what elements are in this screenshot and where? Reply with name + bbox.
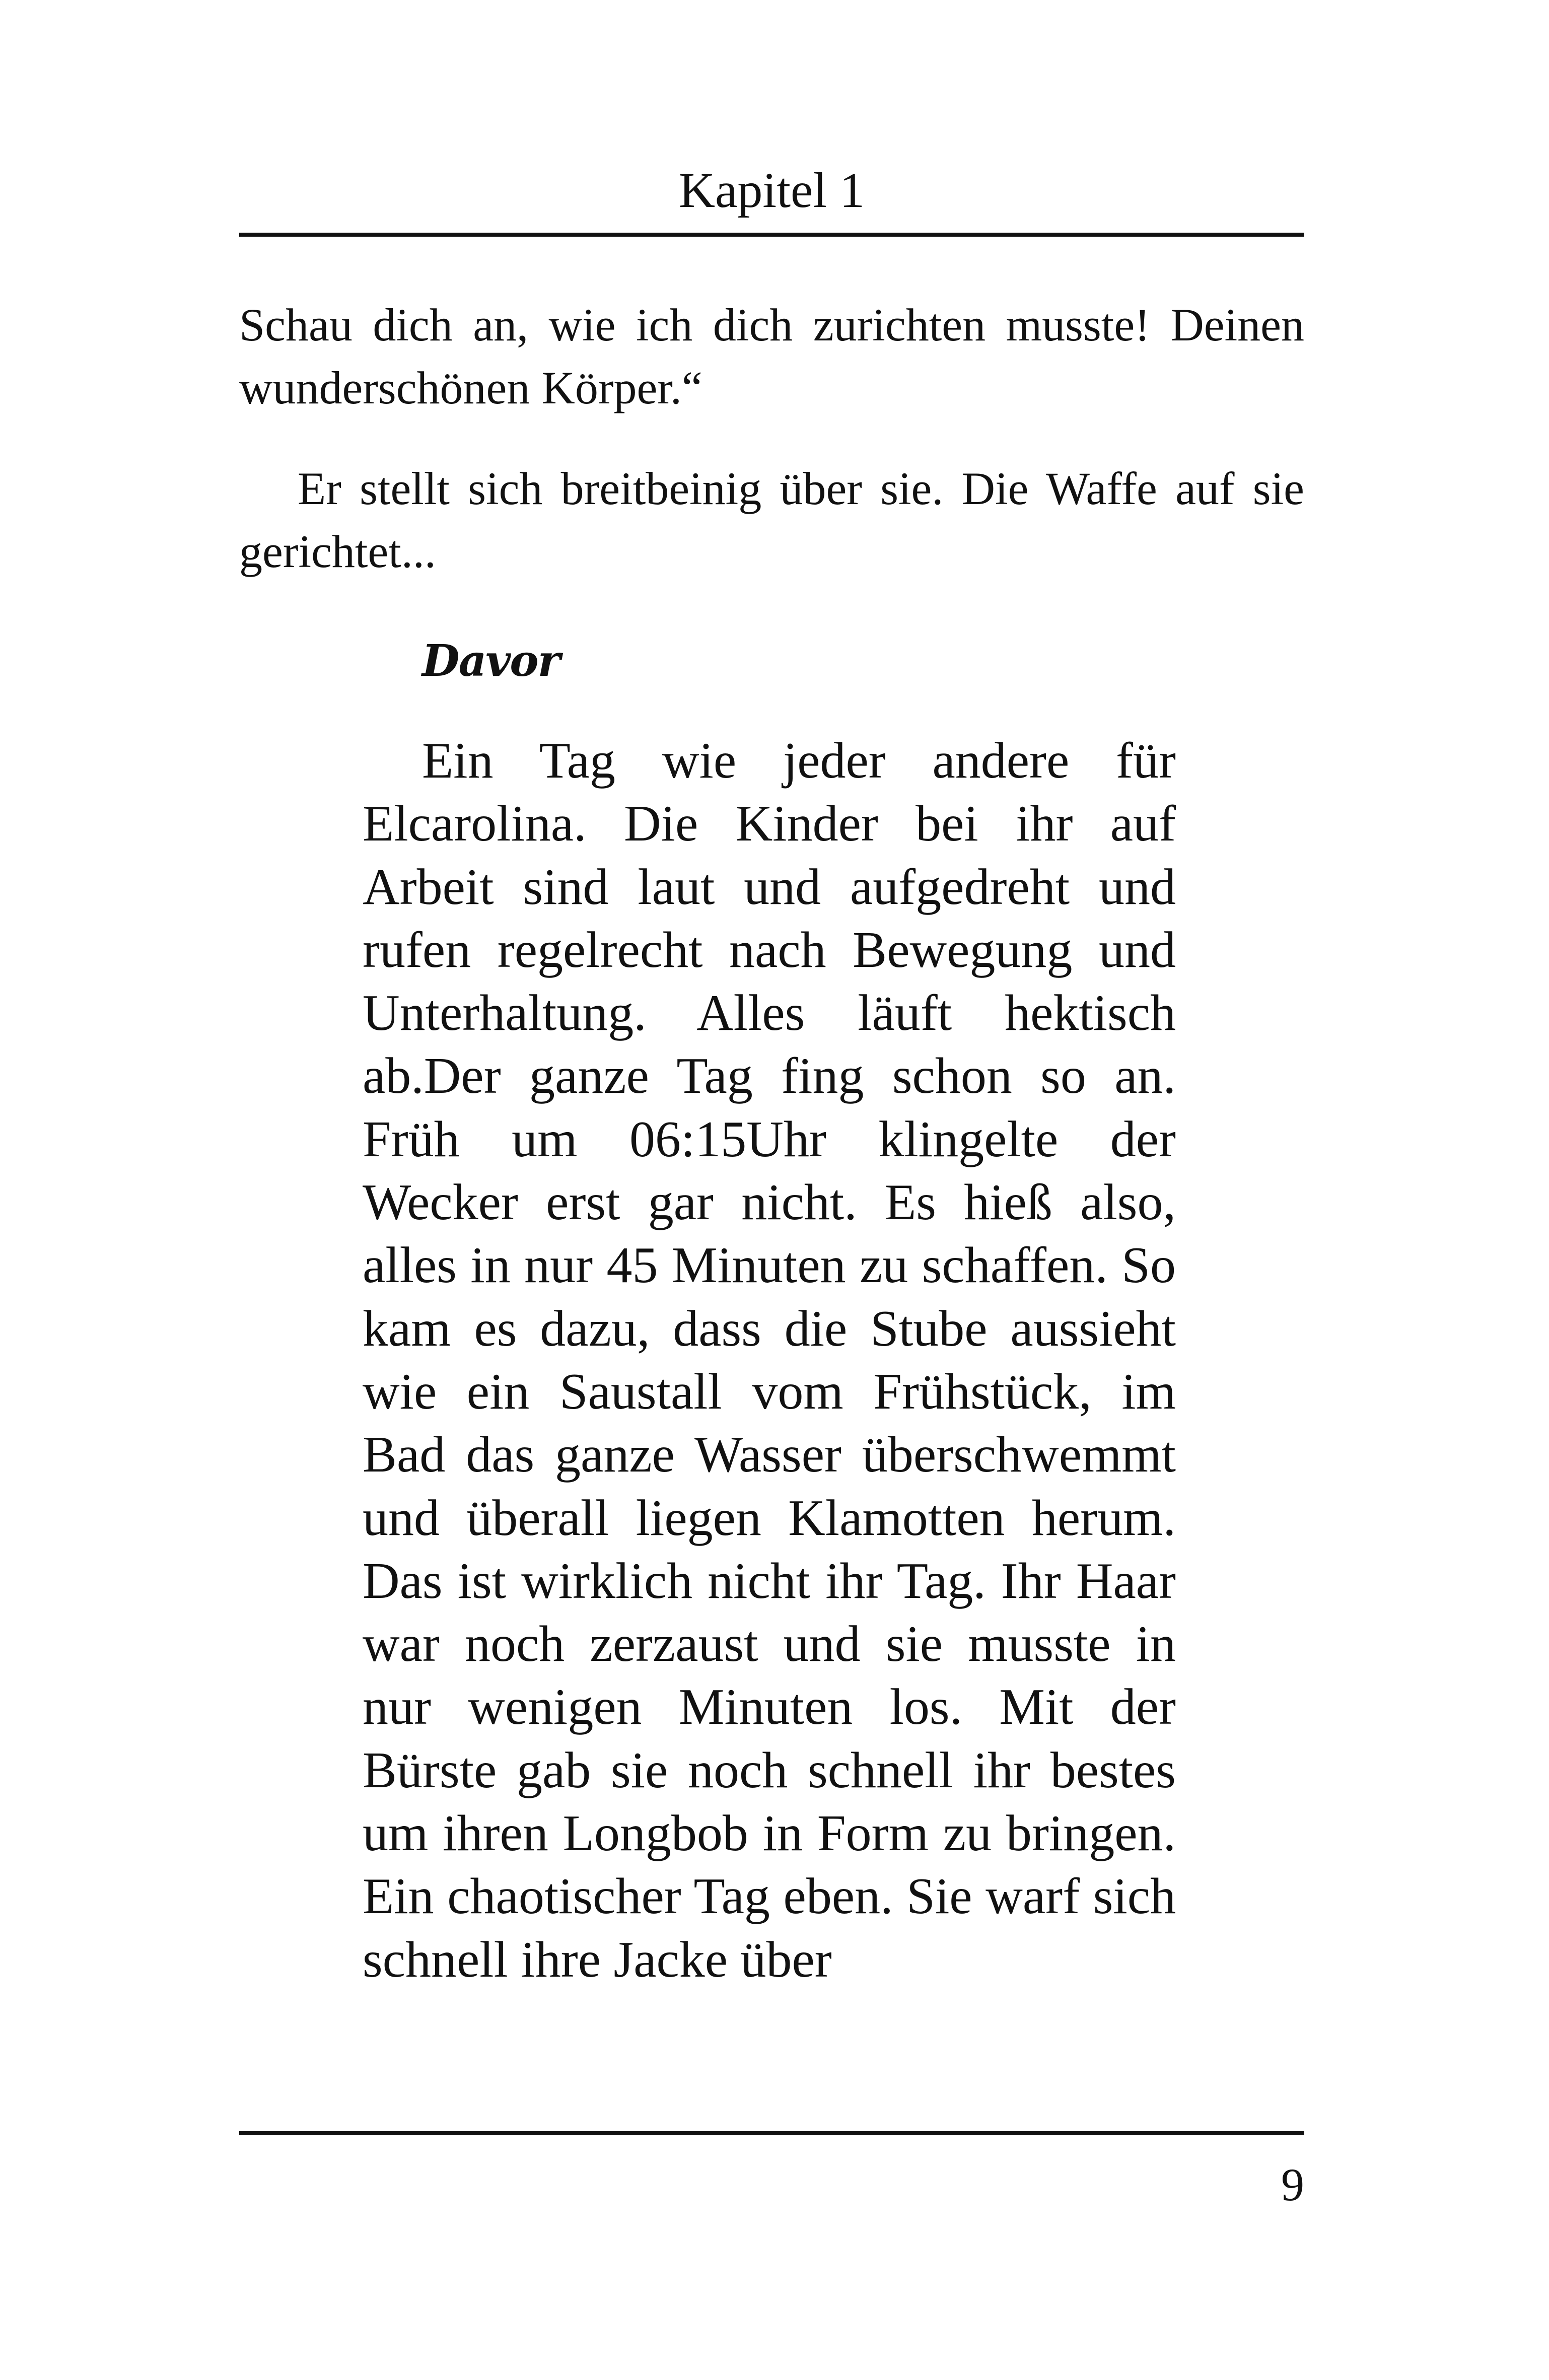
body-paragraph-1: Schau dich an, wie ich dich zurichten musste! Deinen wunderschönen Körper.“ [239, 299, 1304, 413]
body-paragraph-3: Ein Tag wie jeder andere für Elcarolina. Die Kinder bei ihr auf Arbeit sind laut und aufgedreht und rufen regelrecht nach Bewegung und Unterhaltung. Alles läuft hektisch ab.Der ganze Tag fing schon so an. Früh um 06:15Uhr klingelte der Wecker erst gar nicht. Es hieß also, alles in nur 45 Minuten zu schaffen. So kam es dazu, dass die Stube aussieht wie ein Saustall vom Frühstück, im Bad das ganze Wasser überschwemmt und überall liegen Klamotten herum. Das ist wirklich nicht ihr Tag. Ihr Haar war noch zerzaust und sie musste in nur wenigen Minuten los. Mit der Bürste gab sie noch schnell ihr bestes um ihren Longbob in Form zu bringen. Ein chaotischer Tag eben. Sie warf sich schnell ihre Jacke über [363, 732, 1176, 1988]
header-rule [239, 233, 1304, 237]
chapter-header: Kapitel 1 [678, 162, 865, 218]
footer-rule [239, 2131, 1304, 2135]
page-number: 9 [1281, 2159, 1304, 2210]
section-heading: Davor [422, 636, 559, 686]
body-paragraph-2: Er stellt sich breitbeinig über sie. Die Waffe auf sie gerichtet... [239, 463, 1304, 577]
